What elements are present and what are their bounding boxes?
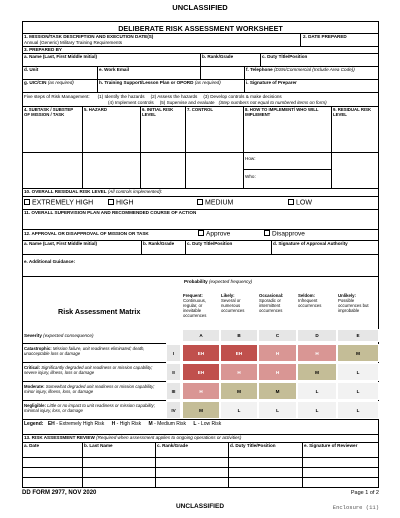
mission-value[interactable]: Annual (Generic) Military Training Requirements xyxy=(24,39,123,45)
risk-cell-I-E: M xyxy=(337,344,379,362)
s13-label: 13. RISK ASSESSMENT REVIEW (Required when assessment applies to ongoing operations or activities) xyxy=(24,435,242,440)
probability-col-3: Seldom: Infrequent occurrences xyxy=(298,293,322,308)
col9-header: 9. RESIDUAL RISK LEVEL xyxy=(333,107,372,117)
risk-cell-III-E: L xyxy=(337,382,379,400)
risk-cell-IV-D: L xyxy=(297,401,337,419)
s13-duty-label: d. Duty Title/Position xyxy=(230,443,276,448)
s3-label: 3. PREPARED BY xyxy=(24,47,62,52)
s11-label: 11. OVERALL SUPERVISION PLAN AND RECOMMENDED COURSE OF ACTION xyxy=(24,210,197,215)
col4-header: 4. SUBTASK / SUBSTEP OF MISSION / TASK xyxy=(24,107,74,117)
steps-line-1: Five steps of Risk Management: (1) Identify the hazards (2) Assess the hazards (3) Develop controls & make decisions xyxy=(24,94,282,99)
form-number: DD FORM 2977, NOV 2020 xyxy=(22,490,97,496)
probability-letter-C: C xyxy=(258,329,297,342)
s13-signature-label: e. Signature of Reviewer xyxy=(304,443,358,448)
checkbox-medium[interactable] xyxy=(197,199,203,205)
risk-medium-option[interactable]: MEDIUM xyxy=(197,199,233,208)
s3-email-label: e. Work Email xyxy=(99,67,130,72)
col5-header: 5. HAZARD xyxy=(84,107,107,112)
s12-label: 12. APPROVAL OR DISAPPROVAL OF MISSION OR TASK xyxy=(24,231,149,236)
s3-unit-label: d. Unit xyxy=(24,67,39,72)
risk-cell-III-A: H xyxy=(182,382,220,400)
severity-row-3: Negligible: Little or no impact to unit readiness or mission capability; minimal injury, loss, or damage xyxy=(24,403,155,413)
probability-header: Probability (expected frequency) xyxy=(184,279,253,284)
matrix-legend: Legend: EH - Extremely High Risk H - High Risk M - Medium Risk L - Low Risk xyxy=(24,421,222,427)
s12-guidance-label: e. Additional Guidance: xyxy=(24,259,76,264)
risk-low-option[interactable]: LOW xyxy=(288,199,312,208)
s3-uic-label: g. UIC/CIN (as required) xyxy=(24,80,74,85)
risk-cell-II-C: H xyxy=(258,363,297,381)
s10-label: 10. OVERALL RESIDUAL RISK LEVEL (All controls implemented): xyxy=(24,189,163,194)
s1-label: 1. MISSION/TASK DESCRIPTION AND EXECUTION DATE(S) xyxy=(24,34,154,39)
s13-date-label: a. Date xyxy=(24,443,40,448)
s12-rank-label: b. Rank/Grade xyxy=(143,241,175,246)
risk-cell-II-D: M xyxy=(297,363,337,381)
risk-cell-I-D: H xyxy=(297,344,337,362)
s3-name-label: a. Name (Last, First Middle Initial) xyxy=(24,54,98,59)
risk-cell-II-B: H xyxy=(220,363,258,381)
s3-duty-label: c. Duty Title/Position xyxy=(262,54,308,59)
classification-bottom: UNCLASSIFIED xyxy=(175,503,225,510)
risk-extremely-high-option[interactable]: EXTREMELY HIGH xyxy=(24,199,93,208)
risk-cell-III-C: M xyxy=(258,382,297,400)
probability-col-4: Unlikely: Possible occurrences but improbable xyxy=(338,293,369,313)
checkbox-disapprove[interactable] xyxy=(264,230,270,236)
severity-row-1: Critical: Significantly degraded unit readiness or mission capability; severe injury, illness, loss or damage xyxy=(24,365,153,375)
probability-letter-D: D xyxy=(297,329,337,342)
severity-roman-I: I xyxy=(166,344,181,362)
risk-cell-III-B: M xyxy=(220,382,258,400)
s3-signature-label: i. Signature of Preparer xyxy=(246,80,297,85)
risk-cell-IV-A: M xyxy=(182,401,220,419)
risk-cell-IV-E: L xyxy=(337,401,379,419)
risk-high-option[interactable]: HIGH xyxy=(108,199,134,208)
s13-rank-label: c. Rank/Grade xyxy=(157,443,188,448)
checkbox-extremely-high[interactable] xyxy=(24,199,30,205)
s12-signature-label: d. Signature of Approval Authority xyxy=(273,241,348,246)
probability-letter-B: B xyxy=(220,329,258,342)
severity-header: Severity (expected consequence) xyxy=(24,333,94,338)
disapprove-option[interactable]: Disapprove xyxy=(264,230,305,239)
s12-name-label: a. Name (Last, First Middle Initial) xyxy=(24,241,98,246)
probability-col-1: Likely: Several or numerous occurrences xyxy=(221,293,245,313)
how-label: How: xyxy=(245,156,256,161)
s3-lesson-plan-label: h. Training Support/Lesson Plan or OPORD (as required) xyxy=(99,80,221,85)
risk-cell-I-B: EH xyxy=(220,344,258,362)
steps-line-2: (4) Implement controls (5) Supervise and evaluate (Step numbers not equal to numbered items on form) xyxy=(108,100,327,105)
col8-header: 8. HOW TO IMPLEMENT/ WHO WILL IMPLEMENT xyxy=(245,107,319,117)
severity-roman-II: II xyxy=(166,363,181,381)
probability-col-2: Occasional: Sporadic or intermittent occurrences xyxy=(259,293,284,313)
s12-duty-label: c. Duty Title/Position xyxy=(187,241,233,246)
checkbox-approve[interactable] xyxy=(198,230,204,236)
risk-cell-I-A: EH xyxy=(182,344,220,362)
severity-roman-IV: IV xyxy=(166,401,181,419)
form-title: DELIBERATE RISK ASSESSMENT WORKSHEET xyxy=(118,24,283,33)
matrix-title: Risk Assessment Matrix xyxy=(58,307,141,316)
col6-header: 6. INITIAL RISK LEVEL xyxy=(142,107,174,117)
checkbox-low[interactable] xyxy=(288,199,294,205)
classification-top: UNCLASSIFIED xyxy=(172,3,228,12)
who-label: Who: xyxy=(245,174,256,179)
risk-cell-II-A: EH xyxy=(182,363,220,381)
date-prepared-label: 2. DATE PREPARED xyxy=(303,34,347,39)
approve-option[interactable]: Approve xyxy=(198,230,230,239)
s3-telephone-label: f. Telephone (DSN/Commercial (Include Area Code)) xyxy=(246,67,355,72)
risk-cell-IV-B: L xyxy=(220,401,258,419)
s3-rank-label: b. Rank/Grade xyxy=(202,54,234,59)
col7-header: 7. CONTROL xyxy=(187,107,214,112)
probability-letter-A: A xyxy=(182,329,220,342)
severity-row-2: Moderate: Somewhat degraded unit readiness or mission capability; minor injury, illness, loss, or damage xyxy=(24,384,155,394)
risk-cell-I-C: H xyxy=(258,344,297,362)
enclosure-label: Enclosure (11) xyxy=(332,504,379,511)
probability-col-0: Frequent: Continuous, regular, or inevitable occurrences xyxy=(183,293,207,318)
severity-row-0: Catastrophic: Mission failure, unit readiness eliminated; death, unacceptable loss or damage xyxy=(24,346,145,356)
risk-cell-IV-C: L xyxy=(258,401,297,419)
risk-cell-II-E: L xyxy=(337,363,379,381)
s13-lastname-label: b. Last Name xyxy=(84,443,113,448)
page-indicator: Page 1 of 2 xyxy=(350,490,379,496)
severity-roman-III: III xyxy=(166,382,181,400)
probability-letter-E: E xyxy=(337,329,379,342)
checkbox-high[interactable] xyxy=(108,199,114,205)
risk-cell-III-D: L xyxy=(297,382,337,400)
